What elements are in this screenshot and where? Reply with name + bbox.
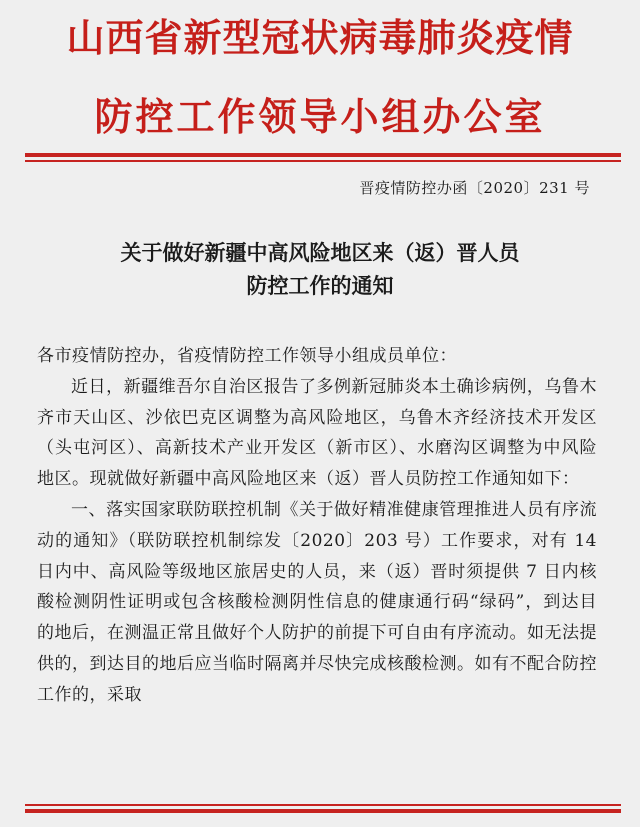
body-paragraph-1: 近日，新疆维吾尔自治区报告了多例新冠肺炎本土确诊病例，乌鲁木齐市天山区、沙依巴克区调整为高风险地区，乌鲁木齐经济技术开发区（头屯河区）、高新技术产业开发区（新市区）、水磨沟区调整为中风险地区。现就做好新疆中高风险地区来（返）晋人员防控工作通知如下：	[37, 376, 597, 490]
document-title-line1: 关于做好新疆中高风险地区来（返）晋人员	[120, 240, 520, 265]
footer-rule-thin	[25, 804, 621, 806]
document-body	[37, 341, 597, 711]
document-number: 晋疫情防控办函〔2020〕231 号	[359, 179, 590, 197]
issuer-name-line1: 山西省新型冠状病毒肺炎疫情	[66, 15, 574, 60]
header-rule-thin	[25, 160, 621, 162]
issuer-name-line2: 防控工作领导小组办公室	[94, 94, 546, 139]
header-rule-thick	[25, 153, 621, 157]
document-title-line2: 防控工作的通知	[246, 273, 394, 298]
salutation: 各市疫情防控办，省疫情防控工作领导小组成员单位：	[37, 346, 457, 366]
body-paragraph-2: 一、落实国家联防联控机制《关于做好精准健康管理推进人员有序流动的通知》（联防联控机制综发〔2020〕203 号）工作要求，对有 14 日内中、高风险等级地区旅居史的人员，来（返）晋时须提供 7 日内核酸检测阴性证明或包含核酸检测阴性信息的健康通行码“绿码”，到达目的地后，在测温正常且做好个人防护的前提下可自由有序流动。如无法提供的，到达目的地后应当临时隔离并尽快完成核酸检测。如有不配合防控工作的，采取	[37, 499, 597, 705]
footer-rule-thick	[25, 809, 621, 813]
